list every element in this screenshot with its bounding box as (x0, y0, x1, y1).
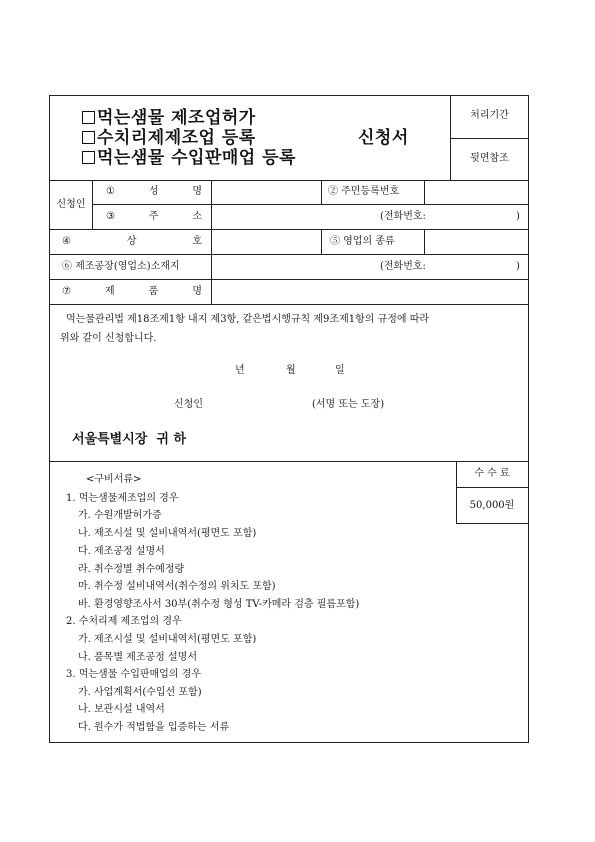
document-item: 2. 수처리제 제조업의 경우 (66, 616, 182, 627)
title-line-2: 수치리제제조업 등록 (82, 128, 256, 148)
checkbox-icon[interactable] (82, 151, 95, 164)
document-item: 마. 취수정 설비내역서(취수정의 위치도 포함) (78, 581, 276, 592)
rule (50, 304, 528, 305)
document-item: 다. 원수가 적법함을 입증하는 서류 (78, 722, 230, 733)
factory-location-field[interactable] (212, 255, 528, 278)
rule (456, 523, 528, 524)
rule (456, 487, 528, 488)
title-line-3: 먹는샘물 수입판매업 등록 (82, 148, 296, 168)
document-item: 가. 수원개발허가증 (78, 510, 162, 521)
statement-line-2: 위와 같이 신청합니다. (60, 333, 157, 344)
document-item: 3. 먹는샘물 수입판매업의 경우 (66, 669, 201, 680)
signer-label: 신청인 (174, 399, 203, 410)
date-year: 년 (235, 365, 245, 376)
document-item: 나. 제조시설 및 설비내역서(평면도 포함) (78, 528, 257, 539)
period-divider (450, 138, 529, 139)
address-label: ③ 주 소 (106, 211, 202, 222)
see-reverse-label: 뒷면참조 (470, 153, 509, 164)
document-item: 1. 먹는샘물제조업의 경우 (66, 493, 179, 504)
documents-heading: <구비서류> (86, 474, 142, 485)
business-type-label: ⑤ 영업의 종류 (330, 236, 395, 247)
document-item: 가. 제조시설 및 설비내역서(평면도 포함) (78, 634, 257, 645)
applicant-label: 신청인 (56, 199, 86, 210)
document-item: 나. 보관시설 내역서 (78, 704, 165, 715)
factory-location-label: ⑥ 제조공장(영업소)소재지 (62, 261, 180, 272)
fee-amount: 50,000원 (469, 500, 515, 511)
document-item: 나. 품목별 제조공정 설명서 (78, 652, 197, 663)
name-label: ① 성 명 (106, 186, 202, 197)
product-name-field[interactable] (212, 280, 528, 303)
factory-phone-close: ) (516, 261, 520, 272)
name-field[interactable] (212, 181, 320, 203)
document-item: 바. 환경영향조사서 30부(취수정 형성 TV-카메라 검층 필름포함) (78, 599, 360, 610)
date-month: 월 (286, 365, 296, 376)
factory-phone-label: (전화번호: (380, 261, 426, 272)
trade-name-field[interactable] (212, 230, 320, 253)
rule (321, 180, 322, 204)
addressee: 서울특별시장 귀 하 (72, 432, 187, 447)
rrn-label: ② 주민등록번호 (328, 186, 400, 197)
address-field[interactable] (212, 205, 528, 228)
date-day: 일 (335, 365, 345, 376)
checkbox-icon[interactable] (82, 131, 95, 144)
title-suffix: 신청서 (358, 128, 409, 148)
address-phone-label: (전화번호: (380, 211, 426, 222)
signature-placeholder[interactable]: (서명 또는 도장) (312, 399, 385, 410)
rule (92, 180, 93, 229)
document-item: 라. 취수정별 취수예정량 (78, 564, 185, 575)
address-phone-close: ) (516, 211, 520, 222)
rrn-field[interactable] (425, 181, 527, 203)
trade-name-label: ④ 상 호 (62, 236, 202, 247)
product-name-label: ⑦ 제 품 명 (62, 286, 202, 297)
fee-label: 수 수 료 (474, 468, 510, 479)
document-item: 가. 사업계획서(수입선 포함) (78, 687, 202, 698)
application-form (49, 95, 529, 743)
statement-line-1: 먹는물관리법 제18조제1항 내지 제3항, 같은법시행규칙 제9조제1항의 규정에 따라 (66, 314, 430, 325)
title-line-1: 먹는샘물 제조업허가 (82, 108, 256, 128)
document-item: 다. 제조공정 설명서 (78, 546, 165, 557)
business-type-field[interactable] (425, 230, 527, 253)
checkbox-icon[interactable] (82, 111, 95, 124)
rule (321, 229, 322, 254)
processing-period-label: 처리기간 (470, 110, 509, 121)
